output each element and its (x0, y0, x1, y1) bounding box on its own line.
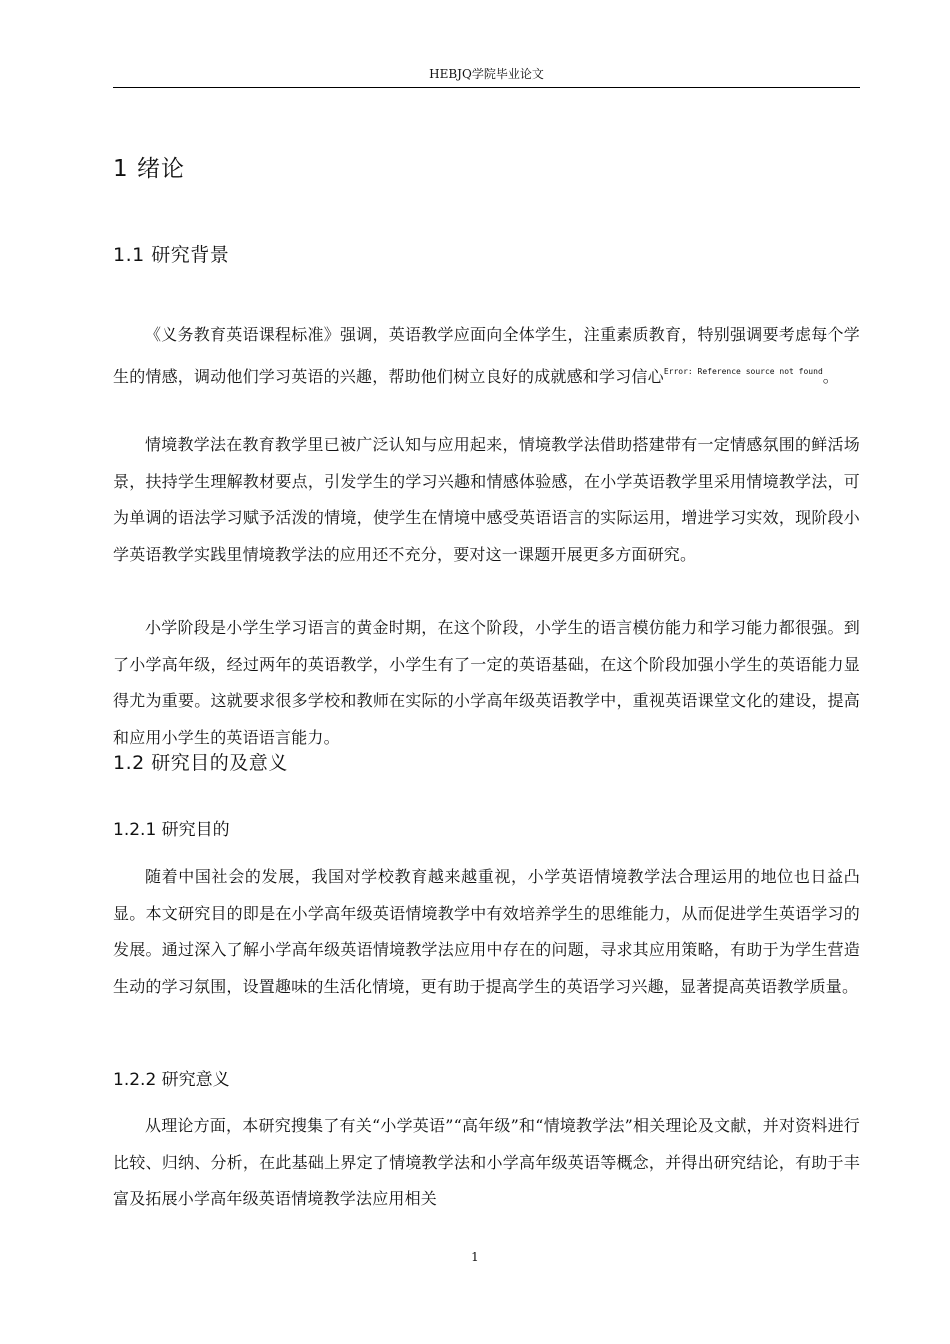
subsection-title-significance: 1.2.2 研究意义 (113, 1070, 230, 1090)
page-header (113, 64, 860, 88)
paragraph-significance: 从理论方面，本研究搜集了有关“小学英语”“高年级”和“情境教学法”相关理论及文献，并对资料进行比较、归纳、分析，在此基础上界定了情境教学法和小学高年级英语等概念，并得出研究结论，有助于丰富及拓展小学高年级英语情境教学法应用相关 (113, 1116, 860, 1208)
reference-error: Error: Reference source not found (663, 366, 823, 376)
page-number: 1 (471, 1250, 479, 1264)
paragraph-background-1: 《义务教育英语课程标准》强调，英语教学应面向全体学生，注重素质教育，特别强调要考虑每个学生的情感，调动他们学习英语的兴趣，帮助他们树立良好的成就感和学习信心$^{Error: Reference source not found}$。 (113, 325, 860, 386)
header-title: HEBJQ学院毕业论文 (429, 67, 544, 81)
section-title-purpose-significance: 1.2 研究目的及意义 (113, 752, 288, 774)
paragraph-background-3: 小学阶段是小学生学习语言的黄金时期，在这个阶段，小学生的语言模仿能力和学习能力都很强。到了小学高年级，经过两年的英语教学，小学生有了一定的英语基础，在这个阶段加强小学生的英语能力显得尤为重要。这就要求很多学校和教师在实际的小学高年级英语教学中，重视英语课堂文化的建设，提高和应用小学生的英语语言能力。 (113, 618, 860, 747)
subsection-title-purpose: 1.2.1 研究目的 (113, 820, 230, 840)
chapter-title: 1 绪论 (113, 156, 185, 182)
paragraph-purpose: 随着中国社会的发展，我国对学校教育越来越重视，小学英语情境教学法合理运用的地位也日益凸显。本文研究目的即是在小学高年级英语情境教学中有效培养学生的思维能力，从而促进学生英语学习的发展。通过深入了解小学高年级英语情境教学法应用中存在的问题，寻求其应用策略，有助于为学生营造生动的学习氛围，设置趣味的生活化情境，更有助于提高学生的英语学习兴趣，显著提高英语教学质量。 (113, 867, 860, 996)
paragraph-background-2: 情境教学法在教育教学里已被广泛认知与应用起来，情境教学法借助搭建带有一定情感氛围的鲜活场景，扶持学生理解教材要点，引发学生的学习兴趣和情感体验感，在小学英语教学里采用情境教学法，可为单调的语法学习赋予活泼的情境，使学生在情境中感受英语语言的实际运用，增进学习实效，现阶段小学英语教学实践里情境教学法的应用还不充分，要对这一课题开展更多方面研究。 (113, 435, 860, 564)
section-title-background: 1.1 研究背景 (113, 244, 230, 266)
